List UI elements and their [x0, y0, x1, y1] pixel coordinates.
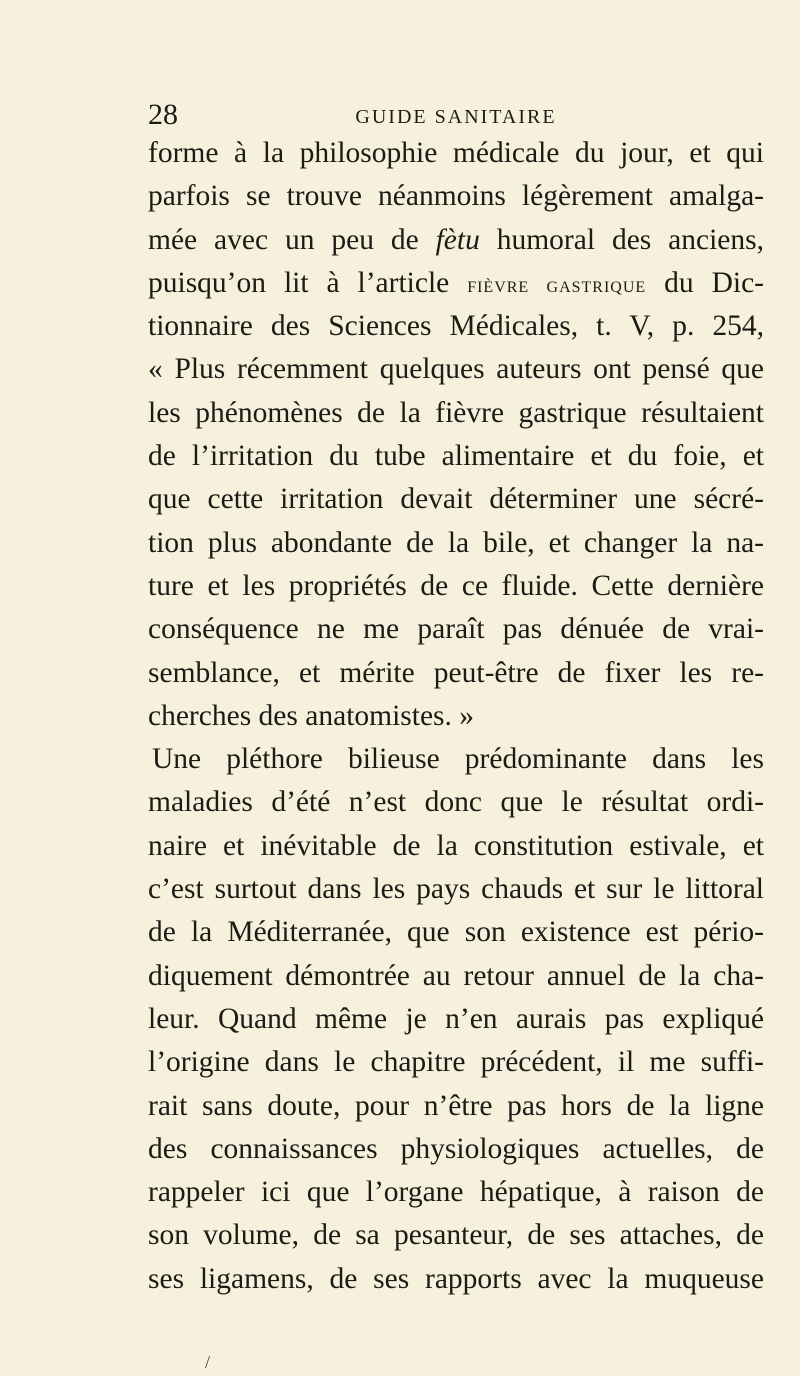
- text-line: [148, 1085, 764, 1128]
- text-line: [148, 1128, 764, 1171]
- text-segment: semblance, et mérite peut-être de fixer les re-: [148, 656, 764, 689]
- text-line: [148, 608, 764, 651]
- text-segment: diquement démontrée au retour annuel de la cha-: [148, 959, 764, 992]
- text-line: [148, 565, 764, 608]
- text-line: [148, 781, 764, 824]
- text-line: [148, 1258, 764, 1301]
- text-line: [148, 1214, 764, 1257]
- text-segment: puisqu’on lit à l’article: [148, 266, 468, 299]
- text-line: [148, 652, 764, 695]
- text-segment: rappeler ici que l’organe hépatique, à raison de: [148, 1176, 764, 1209]
- text-line: [148, 219, 764, 262]
- text-segment: naire et inévitable de la constitution estivale, et: [148, 829, 764, 862]
- page-number: 28: [148, 98, 178, 131]
- text-segment: ture et les propriétés de ce fluide. Cette dernière: [148, 569, 764, 602]
- text-line: [148, 175, 764, 218]
- text-segment: maladies d’été n’est donc que le résultat ordi-: [148, 786, 764, 819]
- text-segment: ses ligamens, de ses rapports avec la muqueuse: [148, 1262, 764, 1295]
- text-line: [148, 348, 764, 391]
- text-line: [148, 911, 764, 954]
- text-segment: les phénomènes de la fièvre gastrique résultaient: [148, 396, 764, 429]
- text-segment: « Plus récemment quelques auteurs ont pensé que: [148, 353, 764, 386]
- text-line: [148, 435, 764, 478]
- text-segment: des connaissances physiologiques actuelles, de: [148, 1132, 764, 1165]
- text-segment: c’est surtout dans les pays chauds et sur le littoral: [148, 873, 764, 906]
- text-line: [148, 695, 764, 738]
- text-segment: cherches des anatomistes. »: [148, 699, 475, 732]
- text-line: [148, 868, 764, 911]
- text-segment: humoral des anciens,: [479, 223, 764, 256]
- text-segment: leur. Quand même je n’en aurais pas expliqué: [148, 1002, 764, 1035]
- text-segment: du Dic-: [646, 266, 764, 299]
- text-segment: tionnaire des Sciences Médicales, t. V, p. 254,: [148, 310, 764, 343]
- text-line: [148, 262, 764, 305]
- text-line: [148, 522, 764, 565]
- text-line: [148, 1171, 764, 1214]
- running-title: GUIDE SANITAIRE: [355, 106, 557, 128]
- text-segment: fièvre gastrique: [467, 271, 647, 297]
- text-segment: parfois se trouve néanmoins légèrement amalga-: [148, 180, 764, 213]
- text-line: [148, 478, 764, 521]
- text-line: [148, 998, 764, 1041]
- text-segment: de l’irritation du tube alimentaire et du foie, et: [148, 440, 764, 473]
- text-line: [148, 825, 764, 868]
- text-segment: mée avec un peu de: [148, 223, 436, 256]
- text-segment: Une pléthore bilieuse prédominante dans les: [152, 743, 764, 776]
- text-line: [148, 132, 764, 175]
- text-segment: l’origine dans le chapitre précédent, il me suffi-: [148, 1046, 764, 1079]
- text-segment: forme à la philosophie médicale du jour, et qui: [148, 137, 764, 169]
- body-text: [148, 132, 764, 1301]
- text-segment: rait sans doute, pour n’être pas hors de la ligne: [148, 1089, 764, 1122]
- text-segment: son volume, de sa pesanteur, de ses attaches, de: [148, 1219, 764, 1252]
- text-line: [148, 392, 764, 435]
- text-segment: fètu: [435, 223, 480, 256]
- text-line: [148, 738, 764, 781]
- margin-pencil-mark: /: [205, 1352, 211, 1372]
- text-segment: conséquence ne me paraît pas dénuée de vrai-: [148, 613, 764, 646]
- text-line: [148, 305, 764, 348]
- text-segment: de la Méditerranée, que son existence est pério-: [148, 916, 764, 949]
- text-line: [148, 955, 764, 998]
- text-segment: tion plus abondante de la bile, et changer la na-: [148, 526, 764, 559]
- text-line: [148, 1041, 764, 1084]
- text-segment: que cette irritation devait déterminer une sécré-: [148, 483, 764, 516]
